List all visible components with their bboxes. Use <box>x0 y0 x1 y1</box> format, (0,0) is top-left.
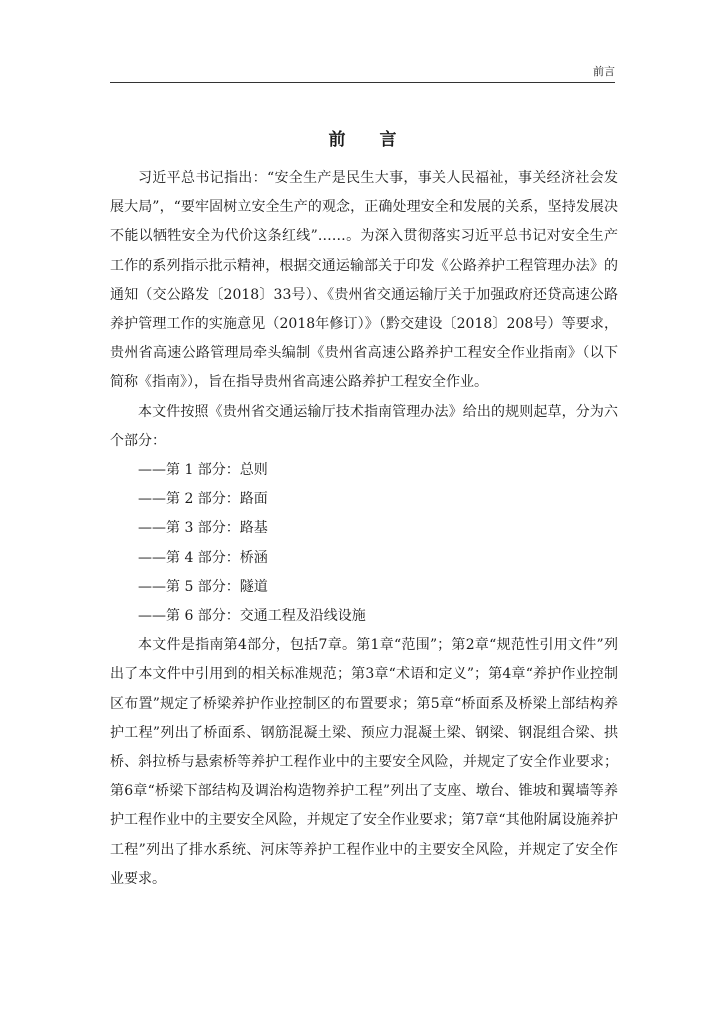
running-header: 前言 <box>593 65 615 78</box>
list-item: ——第 4 部分：桥涵 <box>138 549 268 566</box>
chapters-paragraph: 本文件是指南第4部分，包括7章。第1章“范围”；第2章“规范性引用文件”列出了本文件中引用到的相关标准规范；第3章“术语和定义”；第4章“养护作业控制区布置”规定了桥梁养护作业控制区的布置要求；第5章“桥面系及桥梁上部结构养护工程”列出了桥面系、钢筋混凝土梁、预应力混凝土梁、钢梁、钢混组合梁、拱桥、斜拉桥与悬索桥等养护工程作业中的主要安全风险，并规定了安全作业要求；第6章“桥梁下部结构及调治构造物养护工程”列出了支座、墩台、锥坡和翼墙等养护工程作业中的主要安全风险，并规定了安全作业要求；第7章“其他附属设施养护工程”列出了排水系统、河床等养护工程作业中的主要安全风险，并规定了安全作业要求。 <box>110 637 618 887</box>
header-rule <box>110 82 615 83</box>
page-title: 前 言 <box>328 130 411 150</box>
body-text <box>110 164 618 894</box>
list-item: ——第 2 部分：路面 <box>138 491 268 508</box>
list-item: ——第 6 部分：交通工程及沿线设施 <box>138 608 366 625</box>
structure-paragraph: 本文件按照《贵州省交通运输厅技术指南管理办法》给出的规则起草，分为六个部分： <box>110 403 618 449</box>
list-item: ——第 5 部分：隧道 <box>138 578 268 595</box>
list-item: ——第 1 部分：总则 <box>138 462 268 479</box>
intro-paragraph: 习近平总书记指出：“安全生产是民生大事，事关人民福祉，事关经济社会发展大局”，“要牢固树立安全生产的观念，正确处理安全和发展的关系，坚持发展决不能以牺牲安全为代价这条红线”……。为深入贯彻落实习近平总书记对安全生产工作的系列指示批示精神，根据交通运输部关于印发《公路养护工程管理办法》的通知（交公路发〔2018〕33号）、《贵州省交通运输厅关于加强政府还贷高速公路养护管理工作的实施意见（2018年修订）》（黔交建设〔2018〕208号）等要求，贵州省高速公路管理局牵头编制《贵州省高速公路养护工程安全作业指南》（以下简称《指南》），旨在指导贵州省高速公路养护工程安全作业。 <box>110 170 618 391</box>
list-item: ——第 3 部分：路基 <box>138 520 268 537</box>
parts-list <box>110 456 618 631</box>
